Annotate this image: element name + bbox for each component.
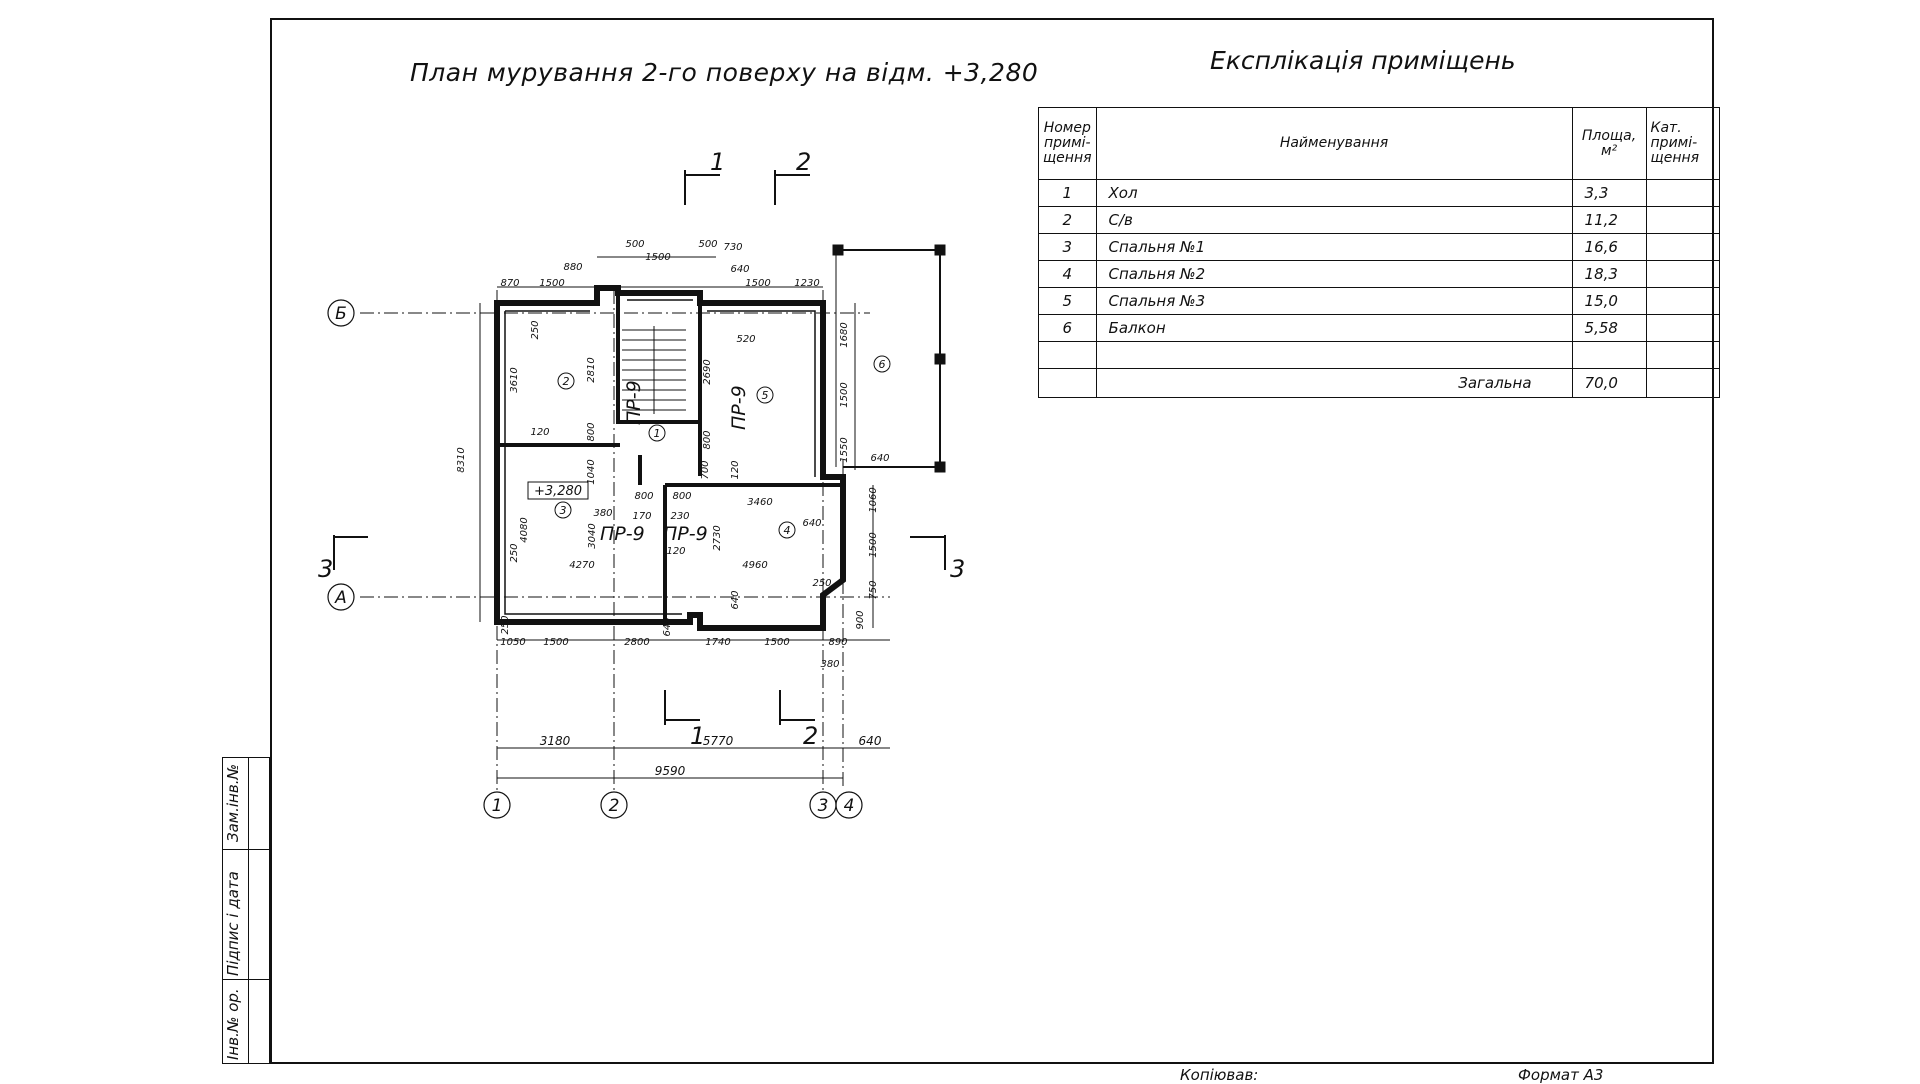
dimension-text: 9590 <box>654 764 686 778</box>
dimension-text: 2800 <box>624 637 650 648</box>
total-category-cell <box>1646 369 1719 398</box>
dimension-text: 890 <box>828 637 848 648</box>
dimension-text: 1500 <box>645 252 671 263</box>
balcony-post <box>935 462 945 472</box>
total-label: Загальна <box>1096 369 1572 398</box>
dimension-text: 380 <box>820 659 840 670</box>
table-total-row <box>1039 369 1720 398</box>
room-number-label: 3 <box>559 504 567 517</box>
level-mark: +3,280 <box>533 484 583 499</box>
copied-label: Копіював: <box>1180 1066 1259 1084</box>
lintel-label: ПР-9 <box>728 385 750 430</box>
section-mark-2-bottom: 2 <box>803 722 819 750</box>
table-row <box>1039 288 1720 315</box>
lintel-label: ПР-9 <box>623 380 645 425</box>
dimension-text: 8310 <box>456 447 467 473</box>
axis-label-1: 1 <box>491 796 503 816</box>
table-row <box>1039 234 1720 261</box>
dimension-text: 1230 <box>794 278 820 289</box>
dimension-text: 1500 <box>745 278 771 289</box>
total-number-cell <box>1039 369 1097 398</box>
dimension-text: 1740 <box>705 637 731 648</box>
room-number: 2 <box>1039 207 1097 234</box>
dimension-text: 3610 <box>509 367 520 393</box>
room-number-label: 1 <box>653 427 661 440</box>
dimension-text: 120 <box>666 546 686 557</box>
room-number-label: 4 <box>783 524 791 537</box>
balcony-railing <box>843 250 940 467</box>
balcony-post <box>833 245 843 255</box>
section-mark-1-bottom: 1 <box>690 722 706 750</box>
dimension-text: 3180 <box>539 734 571 748</box>
room-number-label: 5 <box>761 389 769 402</box>
dimension-text: 700 <box>700 460 711 480</box>
room-area: 16,6 <box>1572 234 1646 261</box>
dimension-text: 120 <box>730 460 741 480</box>
room-category <box>1646 288 1719 315</box>
dimension-text: 730 <box>723 242 743 253</box>
table-row <box>1039 342 1720 369</box>
dimension-text: 2730 <box>712 525 723 551</box>
dimension-text: 230 <box>670 511 690 522</box>
header-area-label: Площа, <box>1581 127 1637 144</box>
dimension-text: 1550 <box>839 437 850 463</box>
room-name: Спальня №2 <box>1096 261 1572 288</box>
room-number-label: 2 <box>562 375 570 388</box>
room-number: 6 <box>1039 315 1097 342</box>
room-area: 15,0 <box>1572 288 1646 315</box>
dimension-text: 750 <box>868 580 879 600</box>
room-number: 1 <box>1039 180 1097 207</box>
floor-plan-drawing <box>300 130 1000 830</box>
dimension-text: 120 <box>530 427 550 438</box>
dimension-text: 170 <box>632 511 652 522</box>
axis-label-3: 3 <box>817 796 829 816</box>
axis-label-a: А <box>335 588 347 608</box>
section-mark-3-right: 3 <box>950 555 966 583</box>
table-row <box>1039 261 1720 288</box>
outer-walls <box>497 288 843 628</box>
dimension-text: 800 <box>586 422 597 442</box>
stamp-inv-orig-label: Інв.№ ор. <box>224 988 242 1060</box>
room-number: 3 <box>1039 234 1097 261</box>
room-name: Спальня №3 <box>1096 288 1572 315</box>
axis-label-4: 4 <box>843 796 855 816</box>
dimension-text: 520 <box>736 334 756 345</box>
room-area: 18,3 <box>1572 261 1646 288</box>
section-cut-top <box>685 170 810 205</box>
explication-header-row <box>1039 108 1720 180</box>
room-category <box>1646 234 1719 261</box>
dimension-text: 640 <box>802 518 822 529</box>
balcony-post <box>935 354 945 364</box>
dimension-text: 380 <box>593 508 613 519</box>
dimension-text: 870 <box>500 278 520 289</box>
room-area <box>1572 342 1646 369</box>
room-category <box>1646 207 1719 234</box>
dimension-text: 1500 <box>839 382 850 408</box>
dimension-text: 4960 <box>742 560 768 571</box>
stamp-zam-inv-label: Зам.інв.№ <box>224 763 242 842</box>
table-row <box>1039 180 1720 207</box>
header-area-unit: м² <box>1600 142 1618 159</box>
dimension-text: 250 <box>509 543 520 563</box>
room-area: 3,3 <box>1572 180 1646 207</box>
dimension-text: 640 <box>730 590 741 610</box>
dimension-text: 640 <box>870 453 890 464</box>
room-category <box>1646 315 1719 342</box>
room-area: 5,58 <box>1572 315 1646 342</box>
dimension-text: 1050 <box>500 637 526 648</box>
dimension-text: 800 <box>634 491 654 502</box>
dimension-text: 1500 <box>764 637 790 648</box>
room-number: 4 <box>1039 261 1097 288</box>
room-name <box>1096 342 1572 369</box>
dimension-text: 3040 <box>587 523 598 549</box>
dimension-text: 800 <box>672 491 692 502</box>
dimension-text: 2690 <box>702 359 713 385</box>
room-category <box>1646 342 1719 369</box>
explication-table <box>1038 107 1720 398</box>
header-category: Кат. примі-щення <box>1646 108 1719 180</box>
header-name: Найменування <box>1096 108 1572 180</box>
dimension-text: 1060 <box>868 487 879 513</box>
room-category <box>1646 180 1719 207</box>
section-cut-bottom <box>665 690 815 725</box>
dimension-text: 880 <box>563 262 583 273</box>
dimension-text: 250 <box>812 578 832 589</box>
dimension-text: 900 <box>855 610 866 630</box>
header-number: Номер примі-щення <box>1039 108 1097 180</box>
stamp-signature-label: Підпис і дата <box>224 871 242 976</box>
room-name: Спальня №1 <box>1096 234 1572 261</box>
dimension-text: 4270 <box>569 560 595 571</box>
drawing-title: План мурування 2-го поверху на відм. +3,280 <box>410 58 1039 87</box>
dimension-text: 3460 <box>747 497 773 508</box>
dimension-text: 640 <box>858 734 882 748</box>
dimension-text: 4080 <box>519 517 530 543</box>
dimension-text: 1500 <box>868 532 879 558</box>
lintel-label: ПР-9 <box>600 523 645 545</box>
room-number <box>1039 342 1097 369</box>
dimension-text: 2810 <box>586 357 597 383</box>
dimension-text: 640 <box>662 617 673 637</box>
format-label: Формат А3 <box>1518 1066 1604 1084</box>
room-number: 5 <box>1039 288 1097 315</box>
explication-title: Експлікація приміщень <box>1210 46 1516 75</box>
dimension-text: 1040 <box>586 459 597 485</box>
dimension-text: 250 <box>500 615 511 635</box>
dimension-text: 5770 <box>702 734 734 748</box>
axis-label-b: Б <box>335 304 347 324</box>
dimension-text: 800 <box>702 430 713 450</box>
dimension-text: 1500 <box>543 637 569 648</box>
dimension-text: 250 <box>530 320 541 340</box>
table-row <box>1039 315 1720 342</box>
balcony-post <box>935 245 945 255</box>
axis-label-2: 2 <box>608 796 620 816</box>
room-category <box>1646 261 1719 288</box>
table-row <box>1039 207 1720 234</box>
dimension-text: 1500 <box>539 278 565 289</box>
section-mark-2: 2 <box>796 148 812 176</box>
section-mark-1: 1 <box>710 148 726 176</box>
room-name: С/в <box>1096 207 1572 234</box>
inner-wall-faces <box>505 300 815 614</box>
dimension-text: 640 <box>730 264 750 275</box>
total-area: 70,0 <box>1572 369 1646 398</box>
dimension-text: 500 <box>625 239 645 250</box>
section-mark-3-left: 3 <box>318 555 334 583</box>
room-area: 11,2 <box>1572 207 1646 234</box>
dimension-text: 1680 <box>839 322 850 348</box>
room-name: Балкон <box>1096 315 1572 342</box>
dimension-text: 500 <box>698 239 718 250</box>
room-name: Хол <box>1096 180 1572 207</box>
lintel-label: ПР-9 <box>663 523 708 545</box>
header-area <box>1572 108 1646 180</box>
room-number-label: 6 <box>878 358 886 371</box>
